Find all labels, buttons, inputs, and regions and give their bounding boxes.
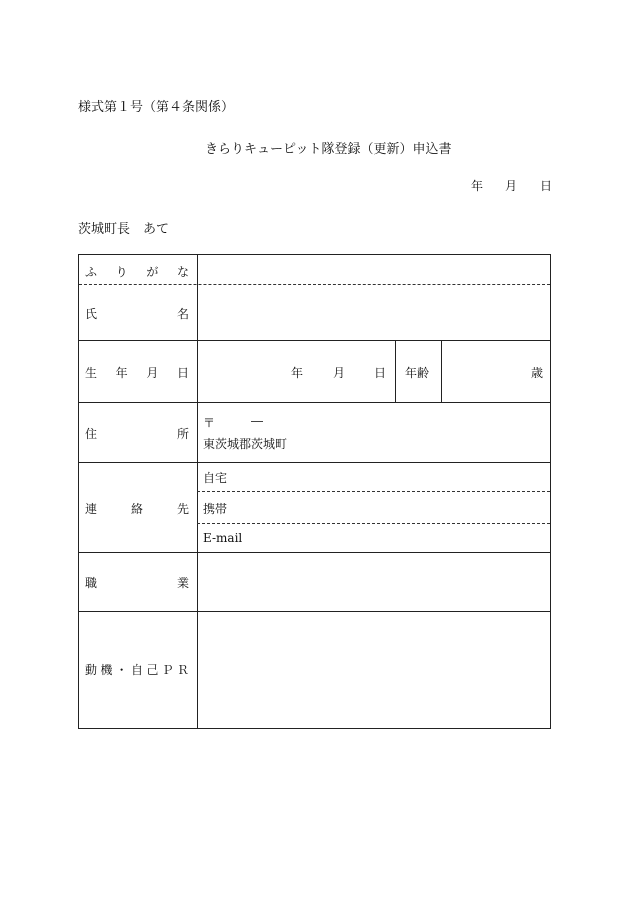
birth-month-label: 月	[333, 366, 346, 380]
date-year-label: 年	[471, 179, 484, 193]
birth-day-label: 日	[374, 366, 387, 380]
date-day-label: 日	[540, 179, 553, 193]
postal-mark: 〒	[203, 416, 216, 430]
age-label: 年齢	[405, 366, 430, 380]
address-field[interactable]	[198, 403, 550, 462]
date-month-label: 月	[505, 179, 518, 193]
addressee: 茨城町長 あて	[78, 222, 170, 237]
birth-year-label: 年	[291, 366, 304, 380]
occupation-label: 職 業	[85, 576, 189, 590]
age-unit: 歳	[531, 366, 544, 380]
form-number: 様式第１号（第４条関係）	[78, 100, 235, 115]
contact-mobile-field[interactable]	[198, 492, 550, 523]
name-label: 氏 名	[85, 307, 189, 321]
contact-home-label: 自宅	[203, 471, 228, 485]
contact-home-field[interactable]	[198, 463, 550, 491]
form-title: きらりキューピット隊登録（更新）申込書	[205, 142, 452, 157]
contact-label: 連 絡 先	[85, 502, 189, 516]
application-form-table	[78, 254, 551, 729]
occupation-field[interactable]	[198, 553, 550, 611]
postal-dash: ―	[251, 414, 263, 428]
name-field[interactable]	[198, 285, 550, 340]
age-divider	[395, 340, 396, 402]
furigana-field[interactable]	[198, 255, 550, 284]
furigana-label: ふ り が な	[85, 265, 189, 279]
birth-date-label: 生 年 月 日	[85, 366, 189, 380]
address-prefix: 東茨城郡茨城町	[203, 437, 288, 451]
contact-email-field[interactable]	[198, 524, 550, 552]
motivation-field[interactable]	[198, 612, 550, 728]
contact-mobile-label: 携帯	[203, 502, 228, 516]
address-label: 住 所	[85, 427, 189, 441]
contact-email-label: E-mail	[203, 531, 243, 545]
motivation-label: 動 機 ・ 自 己 Ｐ Ｒ	[85, 663, 189, 677]
